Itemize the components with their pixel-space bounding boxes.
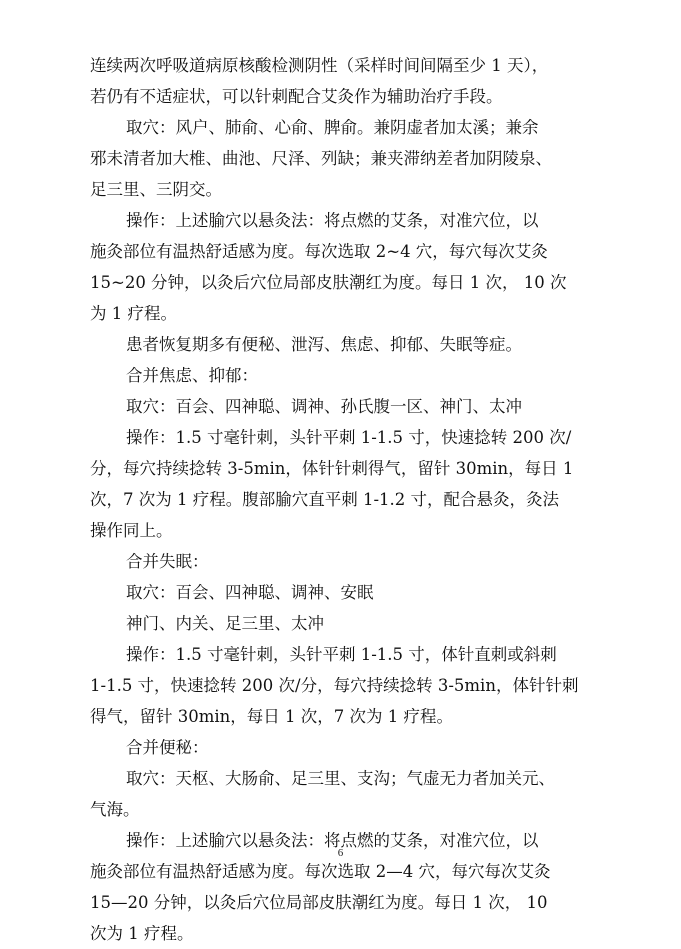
text-line-11: 合并焦虑、抑郁： bbox=[126, 366, 258, 385]
text-line-5: 足三里、三阴交。 bbox=[90, 180, 222, 199]
text-line-26: 操作：上述腧穴以悬灸法：将点燃的艾条，对准穴位，以 bbox=[126, 831, 539, 850]
text-line-17: 合并失眠： bbox=[126, 552, 209, 571]
text-line-23: 合并便秘： bbox=[126, 738, 209, 757]
text-line-18: 取穴：百会、四神聪、调神、安眠 bbox=[126, 583, 374, 602]
text-line-15: 次，7 次为 1 疗程。腹部腧穴直平刺 1-1.2 寸，配合悬灸，灸法 bbox=[90, 490, 560, 509]
text-line-29: 次为 1 疗程。 bbox=[90, 924, 194, 943]
document-body bbox=[90, 50, 598, 949]
text-line-12: 取穴：百会、四神聪、调神、孙氏腹一区、神门、太冲 bbox=[126, 397, 522, 416]
text-line-8: 15~20 分钟，以灸后穴位局部皮肤潮红为度。每日 1 次， 10 次 bbox=[90, 273, 567, 292]
text-line-16: 操作同上。 bbox=[90, 521, 173, 540]
text-line-2: 若仍有不适症状，可以针刺配合艾灸作为辅助治疗手段。 bbox=[90, 87, 503, 106]
text-line-13: 操作：1.5 寸毫针刺，头针平刺 1-1.5 寸，快速捻转 200 次/ bbox=[126, 428, 572, 447]
text-line-19: 神门、内关、足三里、太冲 bbox=[126, 614, 324, 633]
text-line-7: 施灸部位有温热舒适感为度。每次选取 2~4 穴，每穴每次艾灸 bbox=[90, 242, 548, 261]
text-line-22: 得气，留针 30min，每日 1 次，7 次为 1 疗程。 bbox=[90, 707, 454, 726]
text-line-3: 取穴：风户、肺俞、心俞、脾俞。兼阴虚者加太溪；兼余 bbox=[126, 118, 539, 137]
text-line-14: 分，每穴持续捻转 3-5min，体针针刺得气，留针 30min，每日 1 bbox=[90, 459, 574, 478]
text-line-9: 为 1 疗程。 bbox=[90, 304, 177, 323]
text-line-10: 患者恢复期多有便秘、泄泻、焦虑、抑郁、失眠等症。 bbox=[126, 335, 522, 354]
text-line-25: 气海。 bbox=[90, 800, 140, 819]
text-line-1: 连续两次呼吸道病原核酸检测阴性（采样时间间隔至少 1 天）， bbox=[90, 56, 549, 75]
text-line-20: 操作：1.5 寸毫针刺，头针平刺 1-1.5 寸，体针直刺或斜刺 bbox=[126, 645, 557, 664]
text-line-4: 邪未清者加大椎、曲池、尺泽、列缺；兼夹滞纳差者加阴陵泉、 bbox=[90, 149, 552, 168]
text-line-6: 操作：上述腧穴以悬灸法：将点燃的艾条，对准穴位，以 bbox=[126, 211, 539, 230]
page-number: 6 bbox=[337, 847, 344, 859]
text-line-21: 1-1.5 寸，快速捻转 200 次/分，每穴持续捻转 3-5min，体针针刺 bbox=[90, 676, 579, 695]
text-line-28: 15—20 分钟，以灸后穴位局部皮肤潮红为度。每日 1 次， 10 bbox=[90, 893, 548, 912]
text-line-24: 取穴：天枢、大肠俞、足三里、支沟；气虚无力者加关元、 bbox=[126, 769, 555, 788]
text-line-27: 施灸部位有温热舒适感为度。每次选取 2—4 穴，每穴每次艾灸 bbox=[90, 862, 551, 881]
